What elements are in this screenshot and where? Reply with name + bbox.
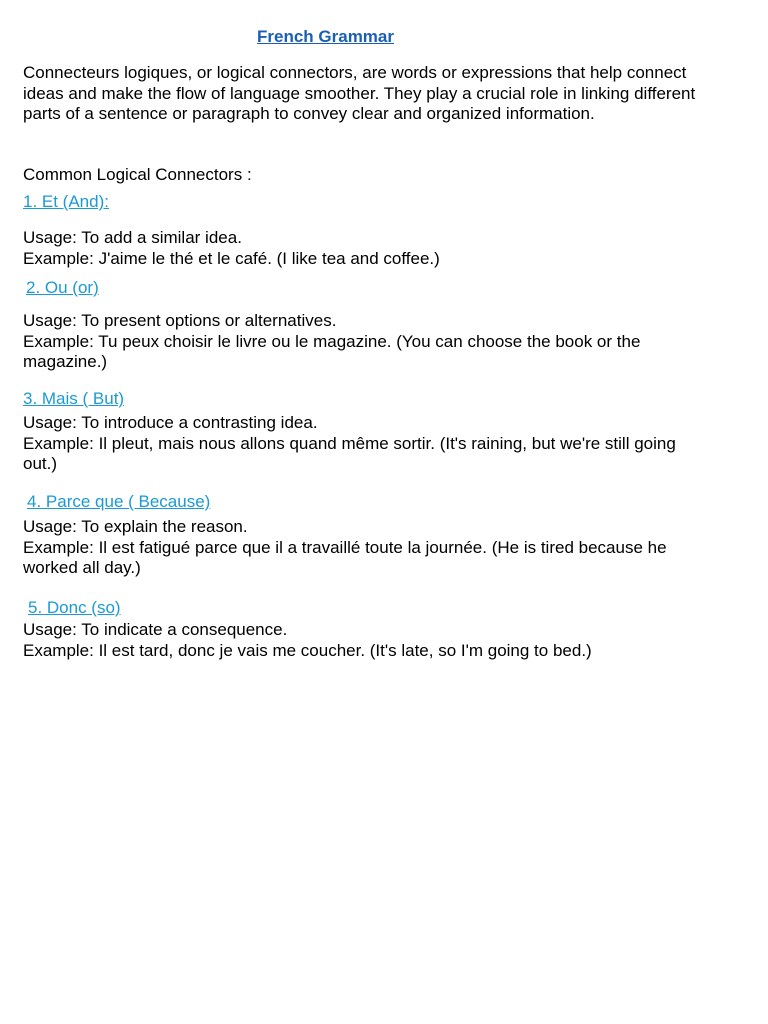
- example-text: Example: Tu peux choisir le livre ou le magazine. (You can choose the book or the magazine.): [23, 331, 641, 371]
- usage-text: Usage: To indicate a consequence.: [23, 620, 288, 639]
- usage-text: Usage: To explain the reason.: [23, 517, 248, 536]
- section-heading-donc[interactable]: 5. Donc (so): [28, 598, 121, 617]
- section-heading-et[interactable]: 1. Et (And):: [23, 192, 109, 211]
- section-body-parce-que: [23, 517, 703, 579]
- example-text: Example: Il pleut, mais nous allons quand même sortir. (It's raining, but we're still going out.): [23, 433, 676, 473]
- section-heading-ou[interactable]: 2. Ou (or): [26, 278, 99, 297]
- section-body-ou: [23, 311, 703, 373]
- section-body-donc: [23, 620, 703, 661]
- section-body-et: [23, 228, 703, 269]
- section-heading-parce-que[interactable]: 4. Parce que ( Because): [27, 492, 211, 511]
- usage-text: Usage: To introduce a contrasting idea.: [23, 413, 318, 432]
- section-heading-mais[interactable]: 3. Mais ( But): [23, 389, 125, 408]
- page-title[interactable]: French Grammar: [257, 27, 394, 46]
- example-text: Example: Il est tard, donc je vais me coucher. (It's late, so I'm going to bed.): [23, 640, 592, 660]
- example-text: Example: Il est fatigué parce que il a travaillé toute la journée. (He is tired because he worked all day.): [23, 537, 667, 577]
- section-body-mais: [23, 413, 703, 475]
- example-text: Example: J'aime le thé et le café. (I like tea and coffee.): [23, 248, 440, 268]
- usage-text: Usage: To present options or alternatives.: [23, 311, 337, 330]
- usage-text: Usage: To add a similar idea.: [23, 228, 242, 247]
- subheading: Common Logical Connectors :: [23, 165, 252, 184]
- intro-paragraph: Connecteurs logiques, or logical connectors, are words or expressions that help connect ideas and make the flow of language smoother. They play a crucial role in linking different parts of a sentence or paragraph to convey clear and organized information.: [23, 63, 696, 123]
